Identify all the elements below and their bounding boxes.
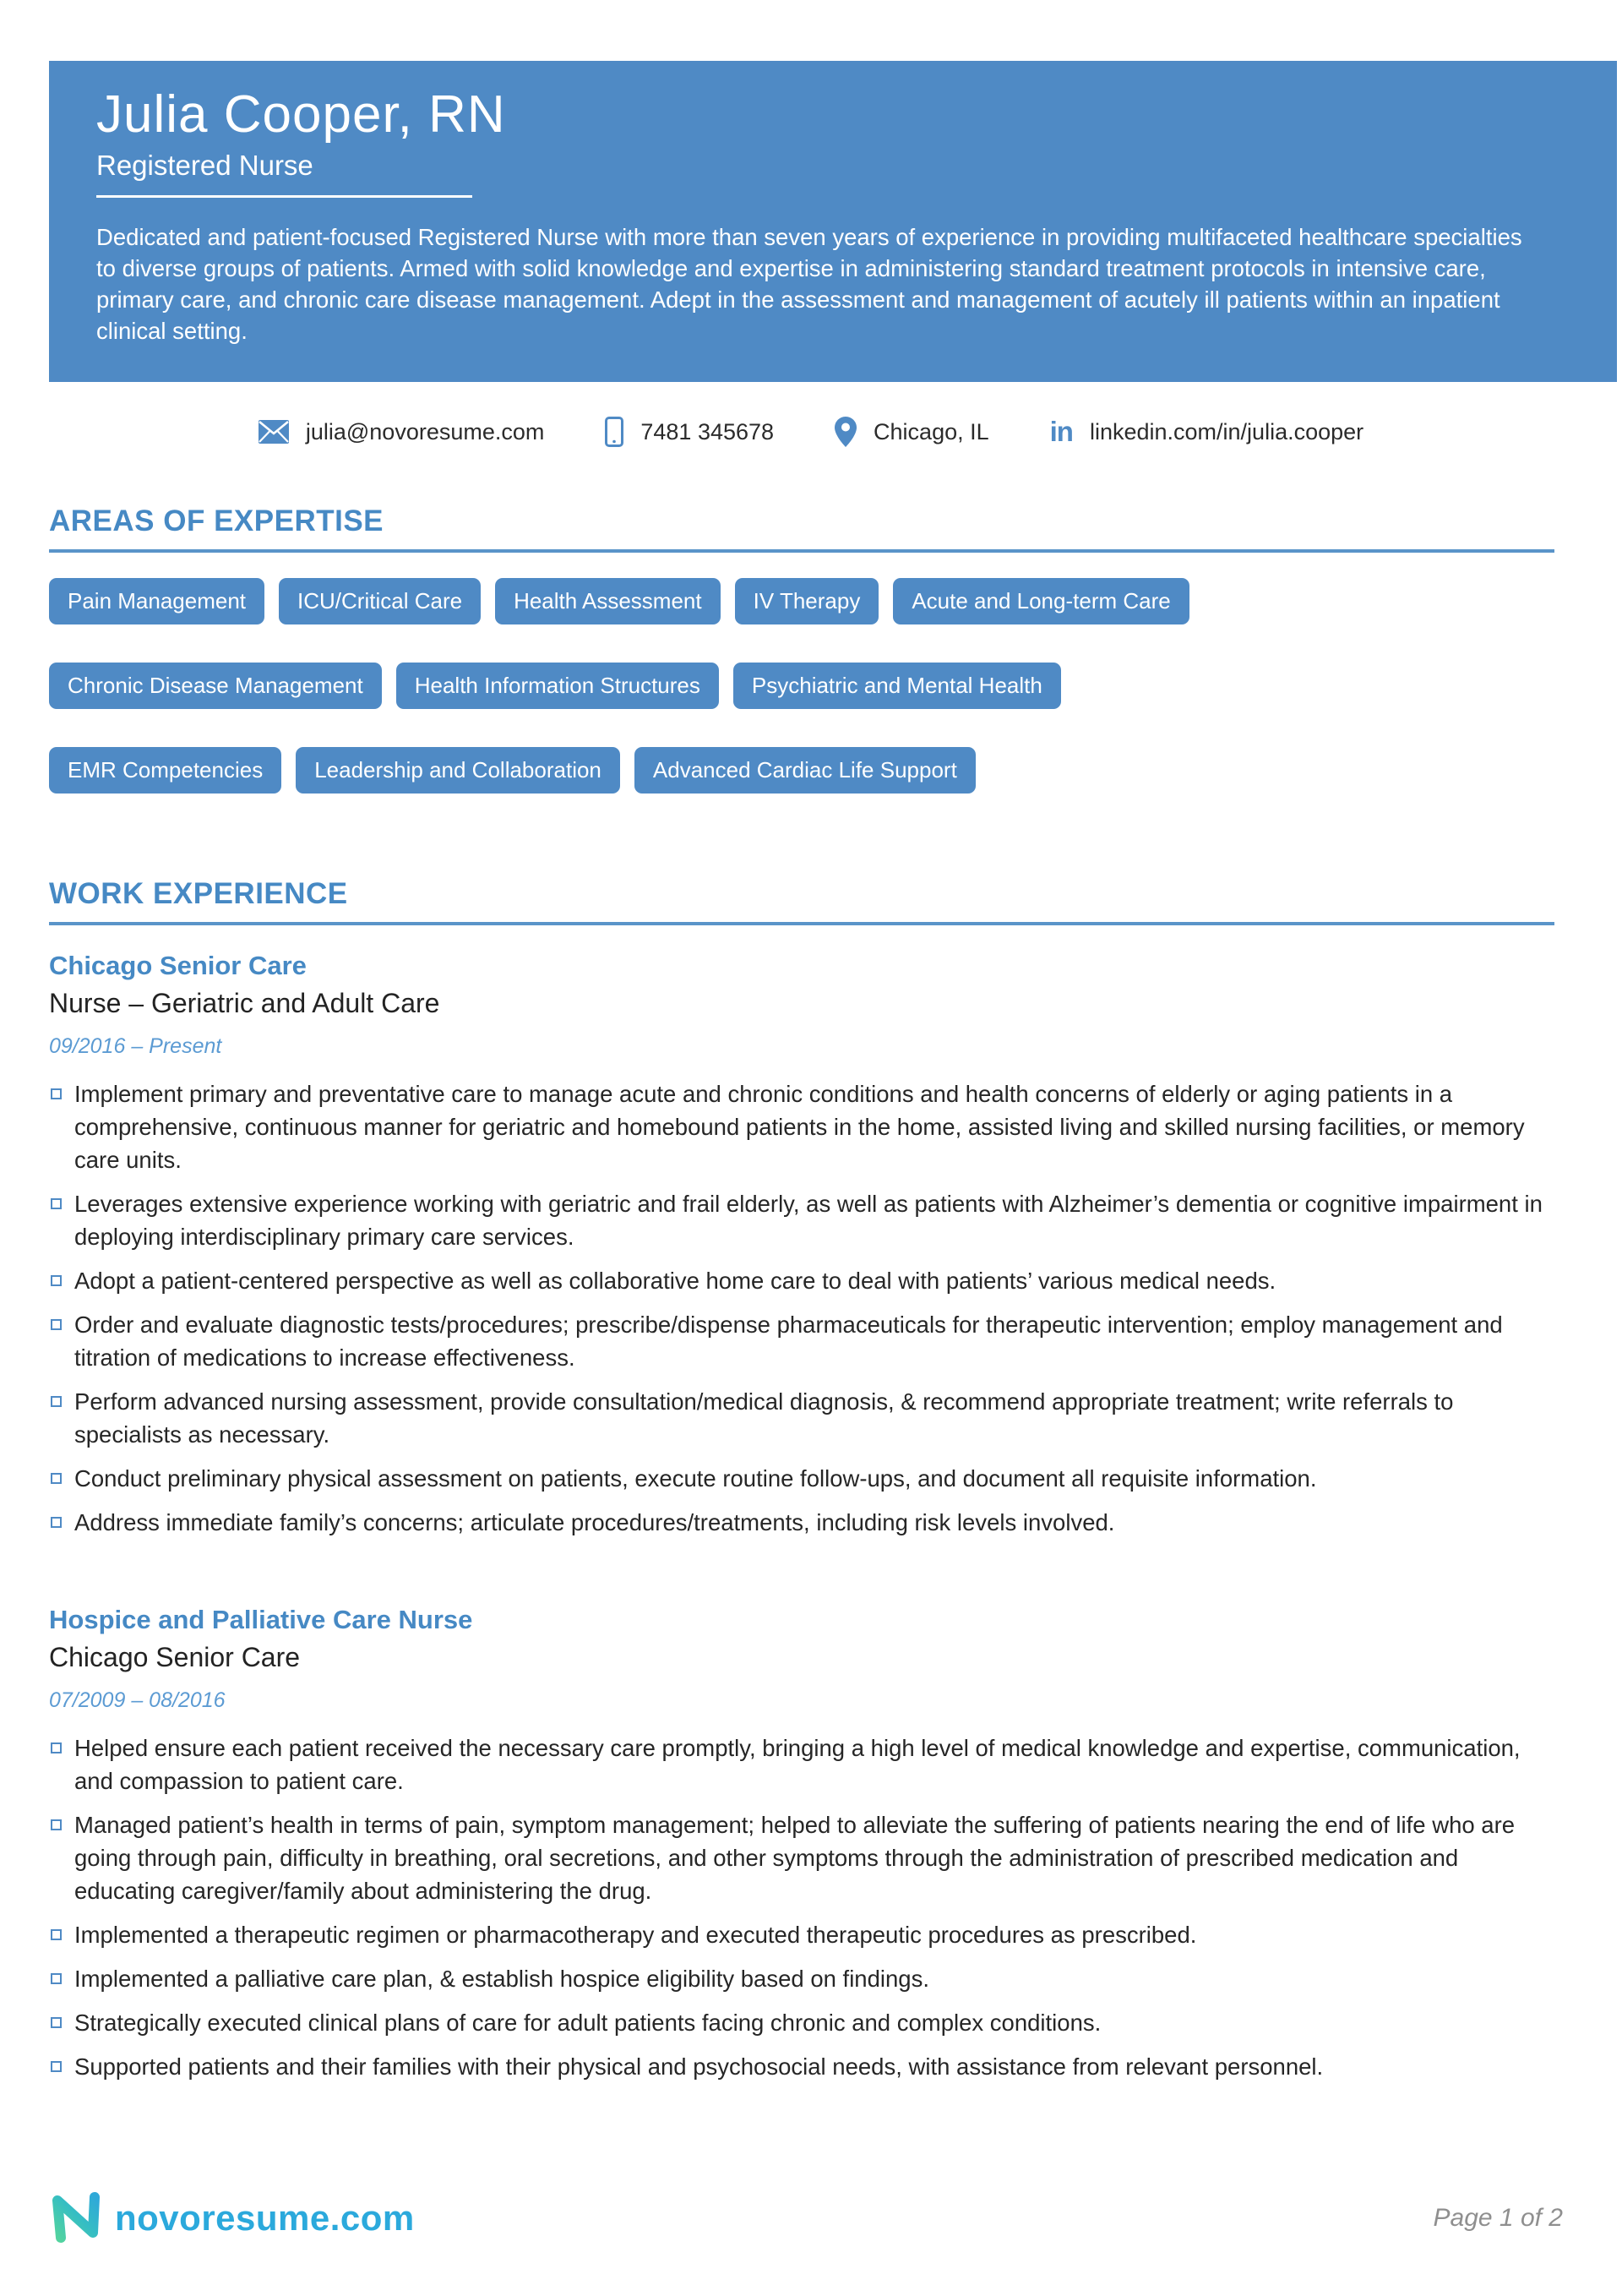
job2-bullet: Implemented a palliative care plan, & establish hospice eligibility based on findings. (49, 1962, 1554, 1995)
expertise-pill: Psychiatric and Mental Health (733, 663, 1061, 709)
contact-phone[interactable] (605, 417, 774, 447)
hero-header (49, 61, 1617, 382)
work-section-title: WORK EXPERIENCE (49, 877, 348, 910)
expertise-pill: Pain Management (49, 578, 264, 624)
contact-location[interactable] (835, 417, 989, 447)
job1-bullet: Conduct preliminary physical assessment on patients, execute routine follow-ups, and document all requisite information. (49, 1462, 1554, 1495)
person-job-title: Registered Nurse (96, 150, 313, 182)
job2-bullet: Implemented a therapeutic regimen or pharmacotherapy and executed therapeutic procedures as prescribed. (49, 1918, 1554, 1951)
expertise-pill: Acute and Long-term Care (893, 578, 1189, 624)
expertise-pill: Chronic Disease Management (49, 663, 382, 709)
expertise-section-title: AREAS OF EXPERTISE (49, 504, 384, 537)
job-entry-2 (49, 1605, 1554, 2083)
job1-bullet-list (49, 1077, 1554, 1539)
novoresume-logo-icon (49, 2189, 103, 2249)
job2-dates: 07/2009 – 08/2016 (49, 1688, 226, 1712)
expertise-pill: Advanced Cardiac Life Support (634, 747, 976, 794)
expertise-pill: Health Assessment (495, 578, 721, 624)
profile-summary: Dedicated and patient-focused Registered Nurse with more than seven years of experience in providing multifaceted healthcare specialties to diverse groups of patients. Armed with solid knowledge and expertise in administering standard treatment protocols in intensive care, primary care, and chronic care disease management. Adept in the assessment and management of acutely ill patients within an inpatient clinical setting. (96, 224, 1522, 345)
expertise-pill: Leadership and Collaboration (296, 747, 620, 794)
work-experience-section (49, 877, 1554, 2094)
expertise-section-rule (49, 549, 1554, 553)
job2-bullet-list (49, 1732, 1554, 2083)
job2-bullet: Helped ensure each patient received the necessary care promptly, bringing a high level of medical knowledge and expertise, communication, and compassion to patient care. (49, 1732, 1554, 1797)
page-number-label: Page 1 of 2 (1433, 2204, 1563, 2232)
job1-bullet: Implement primary and preventative care to manage acute and chronic conditions and health concerns of elderly or aging patients in a comprehensive, continuous manner for geriatric and homebound patients in the home, assisted living and skilled nursing facilities, or memory care units. (49, 1077, 1554, 1176)
expertise-pill-row-2 (49, 663, 1554, 709)
expertise-pill-row-1 (49, 578, 1554, 624)
job2-bullet: Strategically executed clinical plans of care for adult patients facing chronic and complex conditions. (49, 2006, 1554, 2039)
job1-bullet: Order and evaluate diagnostic tests/procedures; prescribe/dispense pharmaceuticals for therapeutic intervention; employ management and titration of medications to increase effectiveness. (49, 1308, 1554, 1374)
expertise-pill: Health Information Structures (396, 663, 719, 709)
page-footer (49, 2180, 1563, 2256)
contact-row (0, 416, 1622, 448)
contact-email[interactable] (259, 419, 545, 445)
location-text: Chicago, IL (874, 418, 989, 444)
expertise-pill: IV Therapy (735, 578, 879, 624)
work-section-rule (49, 922, 1554, 925)
expertise-pill: ICU/Critical Care (279, 578, 481, 624)
email-text: julia@novoresume.com (305, 418, 545, 444)
novoresume-brand-text: novoresume.com (115, 2198, 415, 2238)
job-entry-1 (49, 951, 1554, 1539)
location-pin-icon (835, 417, 857, 447)
job2-title: Hospice and Palliative Care Nurse (49, 1605, 473, 1634)
phone-text: 7481 345678 (640, 418, 775, 444)
job1-bullet: Leverages extensive experience working with geriatric and frail elderly, as well as patients with Alzheimer’s dementia or cognitive impairment in deploying interdisciplinary primary care services. (49, 1187, 1554, 1253)
expertise-section (49, 504, 1554, 794)
job1-dates: 09/2016 – Present (49, 1034, 222, 1058)
person-name: Julia Cooper, RN (96, 85, 506, 144)
job1-bullet: Perform advanced nursing assessment, provide consultation/medical diagnosis, & recommend appropriate treatment; write referrals to specialists as necessary. (49, 1385, 1554, 1451)
job1-bullet: Adopt a patient-centered perspective as well as collaborative home care to deal with patients’ various medical needs. (49, 1264, 1554, 1297)
expertise-pill: EMR Competencies (49, 747, 281, 794)
job1-company: Chicago Senior Care (49, 951, 307, 980)
job2-bullet: Supported patients and their families with their physical and psychosocial needs, with assistance from relevant personnel. (49, 2050, 1554, 2083)
linkedin-icon: in (1049, 416, 1073, 447)
email-icon (259, 420, 289, 444)
novoresume-brand[interactable] (49, 2189, 415, 2249)
contact-linkedin[interactable] (1050, 416, 1364, 448)
hero-underline (96, 195, 472, 198)
linkedin-text: linkedin.com/in/julia.cooper (1089, 418, 1364, 444)
expertise-pill-row-3 (49, 747, 1554, 794)
job1-role: Nurse – Geriatric and Adult Care (49, 988, 440, 1018)
job2-company: Chicago Senior Care (49, 1642, 301, 1672)
phone-icon (605, 417, 623, 447)
job1-bullet: Address immediate family’s concerns; articulate procedures/treatments, including risk levels involved. (49, 1506, 1554, 1539)
job2-bullet: Managed patient’s health in terms of pain, symptom management; helped to alleviate the suffering of patients nearing the end of life who are going through pain, difficulty in breathing, oral secretions, and other symptoms through the administration of prescribed medication and educating caregiver/family about administering the drug. (49, 1808, 1554, 1907)
